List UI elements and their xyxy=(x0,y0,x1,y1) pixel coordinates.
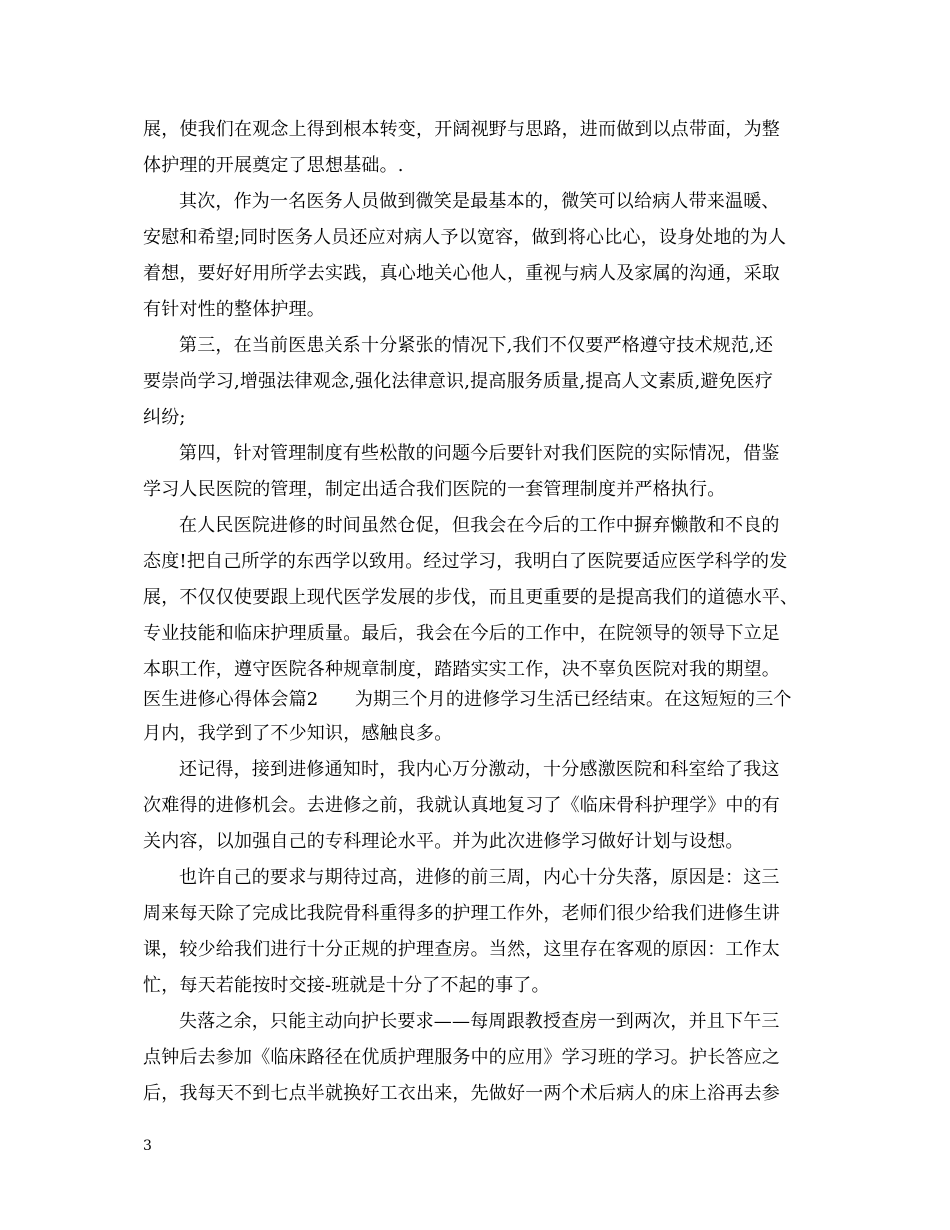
paragraph-line: 在人民医院进修的时间虽然仓促，但我会在今后的工作中摒弃懒散和不良的 xyxy=(179,515,780,536)
text-line: 学习人民医院的管理，制定出适合我们医院的一套管理制度并严格执行。 xyxy=(143,479,726,500)
text-line: 体护理的开展奠定了思想基础。. xyxy=(143,155,404,176)
text-line: 有针对性的整体护理。 xyxy=(143,299,325,320)
text-line: 展，不仅仅使要跟上现代医学发展的步伐，而且更重要的是提高我们的道德水平、 xyxy=(143,587,799,608)
section-heading-line: 医生进修心得体会篇2 为期三个月的进修学习生活已经结束。在这短短的三个 xyxy=(143,689,792,710)
paragraph-line: 第三，在当前医患关系十分紧张的情况下,我们不仅要严格遵守技术规范,还 xyxy=(179,335,774,356)
text-line: 要崇尚学习,增强法律观念,强化法律意识,提高服务质量,提高人文素质,避免医疗 xyxy=(143,371,774,392)
paragraph-line: 其次，作为一名医务人员做到微笑是最基本的，微笑可以给病人带来温暖、 xyxy=(179,191,780,212)
text-line: 安慰和希望;同时医务人员还应对病人予以宽容，做到将心比心，设身处地的为人 xyxy=(143,227,787,248)
text-line: 着想，要好好用所学去实践，真心地关心他人，重视与病人及家属的沟通，采取 xyxy=(143,263,780,284)
text-line: 专业技能和临床护理质量。最后，我会在今后的工作中，在院领导的领导下立足 xyxy=(143,623,780,644)
text-line: 次难得的进修机会。去进修之前，我就认真地复习了《临床骨科护理学》中的有 xyxy=(143,795,780,816)
text-line: 月内，我学到了不少知识，感触良多。 xyxy=(143,723,453,744)
page-number: 3 xyxy=(143,1138,152,1154)
text-line: 态度!把自己所学的东西学以致用。经过学习，我明白了医院要适应医学科学的发 xyxy=(143,551,788,572)
text-line: 周来每天除了完成比我院骨科重得多的护理工作外，老师们很少给我们进修生讲 xyxy=(143,903,780,924)
paragraph-line: 失落之余，只能主动向护长要求——每周跟教授查房一到两次，并且下午三 xyxy=(179,1011,780,1032)
paragraph-line: 也许自己的要求与期待过高，进修的前三周，内心十分失落，原因是：这三 xyxy=(179,867,780,888)
text-line: 本职工作，遵守医院各种规章制度，踏踏实实工作，决不辜负医院对我的期望。 xyxy=(143,659,780,680)
text-line: 关内容，以加强自己的专科理论水平。并为此次进修学习做好计划与设想。 xyxy=(143,831,744,852)
text-line: 忙，每天若能按时交接-班就是十分了不起的事了。 xyxy=(143,975,550,996)
text-line: 纠纷; xyxy=(143,407,186,428)
text-line: 课，较少给我们进行十分正规的护理查房。当然，这里存在客观的原因：工作太 xyxy=(143,939,780,960)
text-line: 展，使我们在观念上得到根本转变，开阔视野与思路，进而做到以点带面，为整 xyxy=(143,119,780,140)
paragraph-line: 第四，针对管理制度有些松散的问题今后要针对我们医院的实际情况，借鉴 xyxy=(179,443,780,464)
text-line: 后，我每天不到七点半就换好工衣出来，先做好一两个术后病人的床上浴再去参 xyxy=(143,1083,780,1104)
text-line: 点钟后去参加《临床路径在优质护理服务中的应用》学习班的学习。护长答应之 xyxy=(143,1047,780,1068)
paragraph-line: 还记得，接到进修通知时，我内心万分激动，十分感激医院和科室给了我这 xyxy=(179,759,780,780)
